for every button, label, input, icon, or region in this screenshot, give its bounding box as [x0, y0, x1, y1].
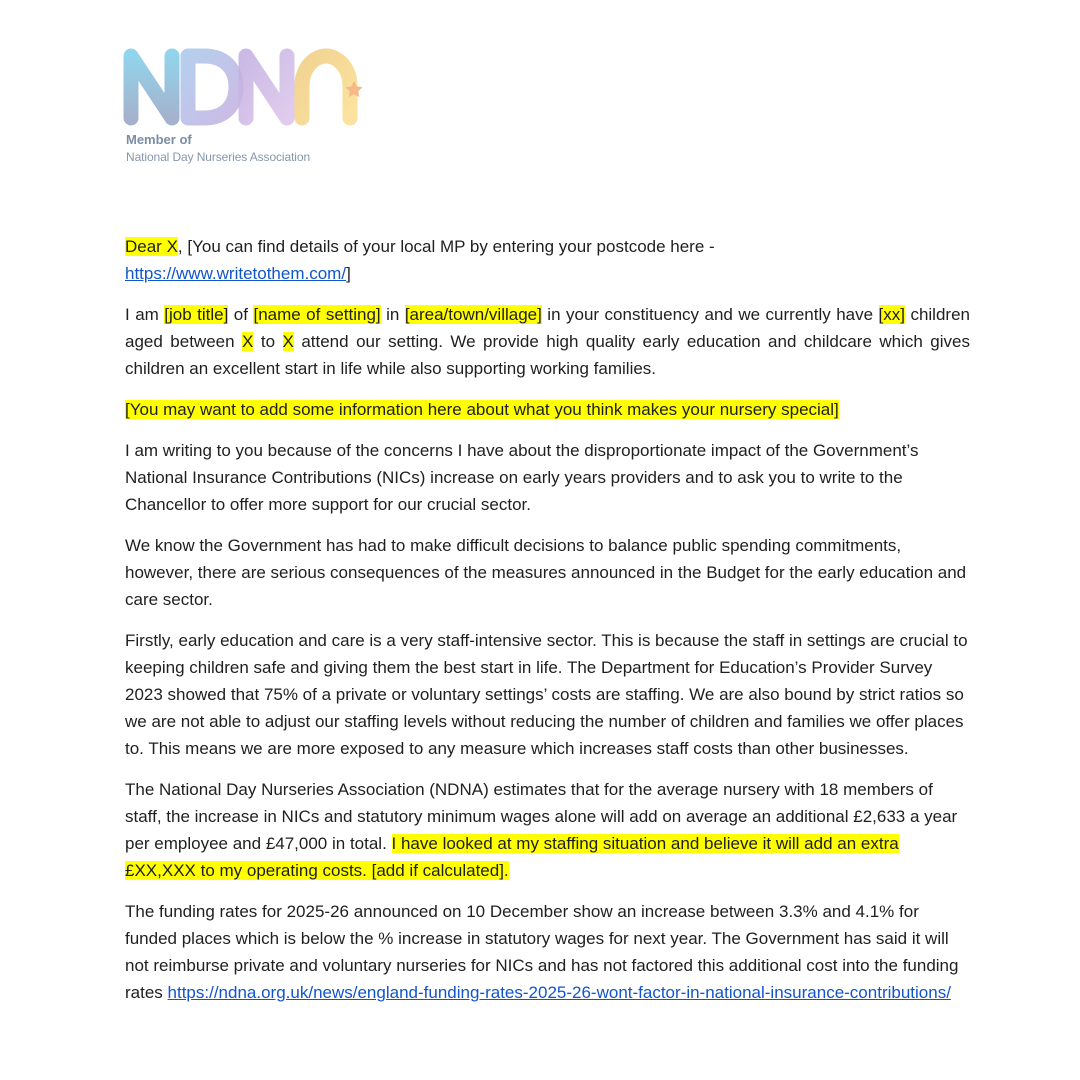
estimate-text: The National Day Nurseries Association (NDNA) estimates that for the average nursery with 18 members of staff, the increase in NICs and statutory minimum wages alone will add on average an additional £2,633 a year per employee and £47,000 in total. [125, 780, 958, 853]
intro-text: children aged between [125, 305, 970, 351]
concerns-paragraph: I am writing to you because of the concerns I have about the disproportionate impact of the Government’s National Insurance Contributions (NICs) increase on early years providers and to ask you to write to the Chancellor to offer more support for our crucial sector. [125, 441, 919, 514]
age-from-placeholder: X [242, 332, 254, 351]
ndna-logo [122, 46, 372, 170]
special-note-highlight: [You may want to add some information here about what you think makes your nursery special] [125, 400, 839, 419]
area-placeholder: [area/town/village] [404, 305, 542, 324]
letter-body [125, 233, 970, 1020]
intro-text: attend our setting. We provide high quality early education and childcare which gives children an excellent start in life while also supporting working families. [125, 332, 970, 378]
age-to-placeholder: X [282, 332, 294, 351]
intro-text: in your constituency and we currently have [541, 305, 879, 324]
funding-paragraph [125, 898, 970, 1006]
logo-member-of: Member of [126, 132, 192, 147]
special-note-paragraph [125, 396, 970, 423]
writetothem-link[interactable]: https://www.writetothem.com/ [125, 264, 347, 283]
intro-text: in [380, 305, 405, 324]
intro-text: of [228, 305, 254, 324]
salutation-paragraph [125, 233, 970, 287]
estimate-paragraph [125, 776, 970, 884]
staff-paragraph: Firstly, early education and care is a very staff-intensive sector. This is because the staff in settings are crucial to keeping children safe and giving them the best start in life. The Department for Education’s Provider Survey 2023 showed that 75% of a private or voluntary settings’ costs are staffing. We are also bound by strict ratios so we are not able to adjust our staffing levels without reducing the number of children and families we offer places to. This means we are more exposed to any measure which increases staff costs than other businesses. [125, 631, 968, 758]
intro-text: to [253, 332, 283, 351]
intro-paragraph [125, 301, 970, 382]
salutation-highlight: Dear X [125, 237, 178, 256]
salutation-note-end: ] [346, 264, 351, 283]
funding-text: The funding rates for 2025-26 announced on 10 December show an increase between 3.3% and 4.1% for funded places which is below the % increase in statutory wages for next year. The Government has said it will not reimburse private and voluntary nurseries for NICs and has not factored this additional cost into the funding rates [125, 902, 959, 1002]
estimate-highlight: I have looked at my staffing situation and believe it will add an extra £XX,XXX to my operating costs. [add if calculated]. [125, 834, 899, 880]
logo-org-name: National Day Nurseries Association [126, 150, 311, 164]
decisions-paragraph: We know the Government has had to make difficult decisions to balance public spending commitments, however, there are serious consequences of the measures announced in the Budget for the early education and care sector. [125, 536, 967, 609]
funding-rates-link[interactable]: https://ndna.org.uk/news/england-funding-rates-2025-26-wont-factor-in-national-insurance-contributions/ [167, 983, 951, 1002]
ndna-logo-mark [122, 46, 372, 130]
intro-text: I am [125, 305, 165, 324]
job-title-placeholder: [job title] [164, 305, 229, 324]
count-placeholder: [xx] [878, 305, 905, 324]
setting-name-placeholder: [name of setting] [253, 305, 381, 324]
salutation-note: , [You can find details of your local MP by entering your postcode here - [177, 237, 715, 256]
